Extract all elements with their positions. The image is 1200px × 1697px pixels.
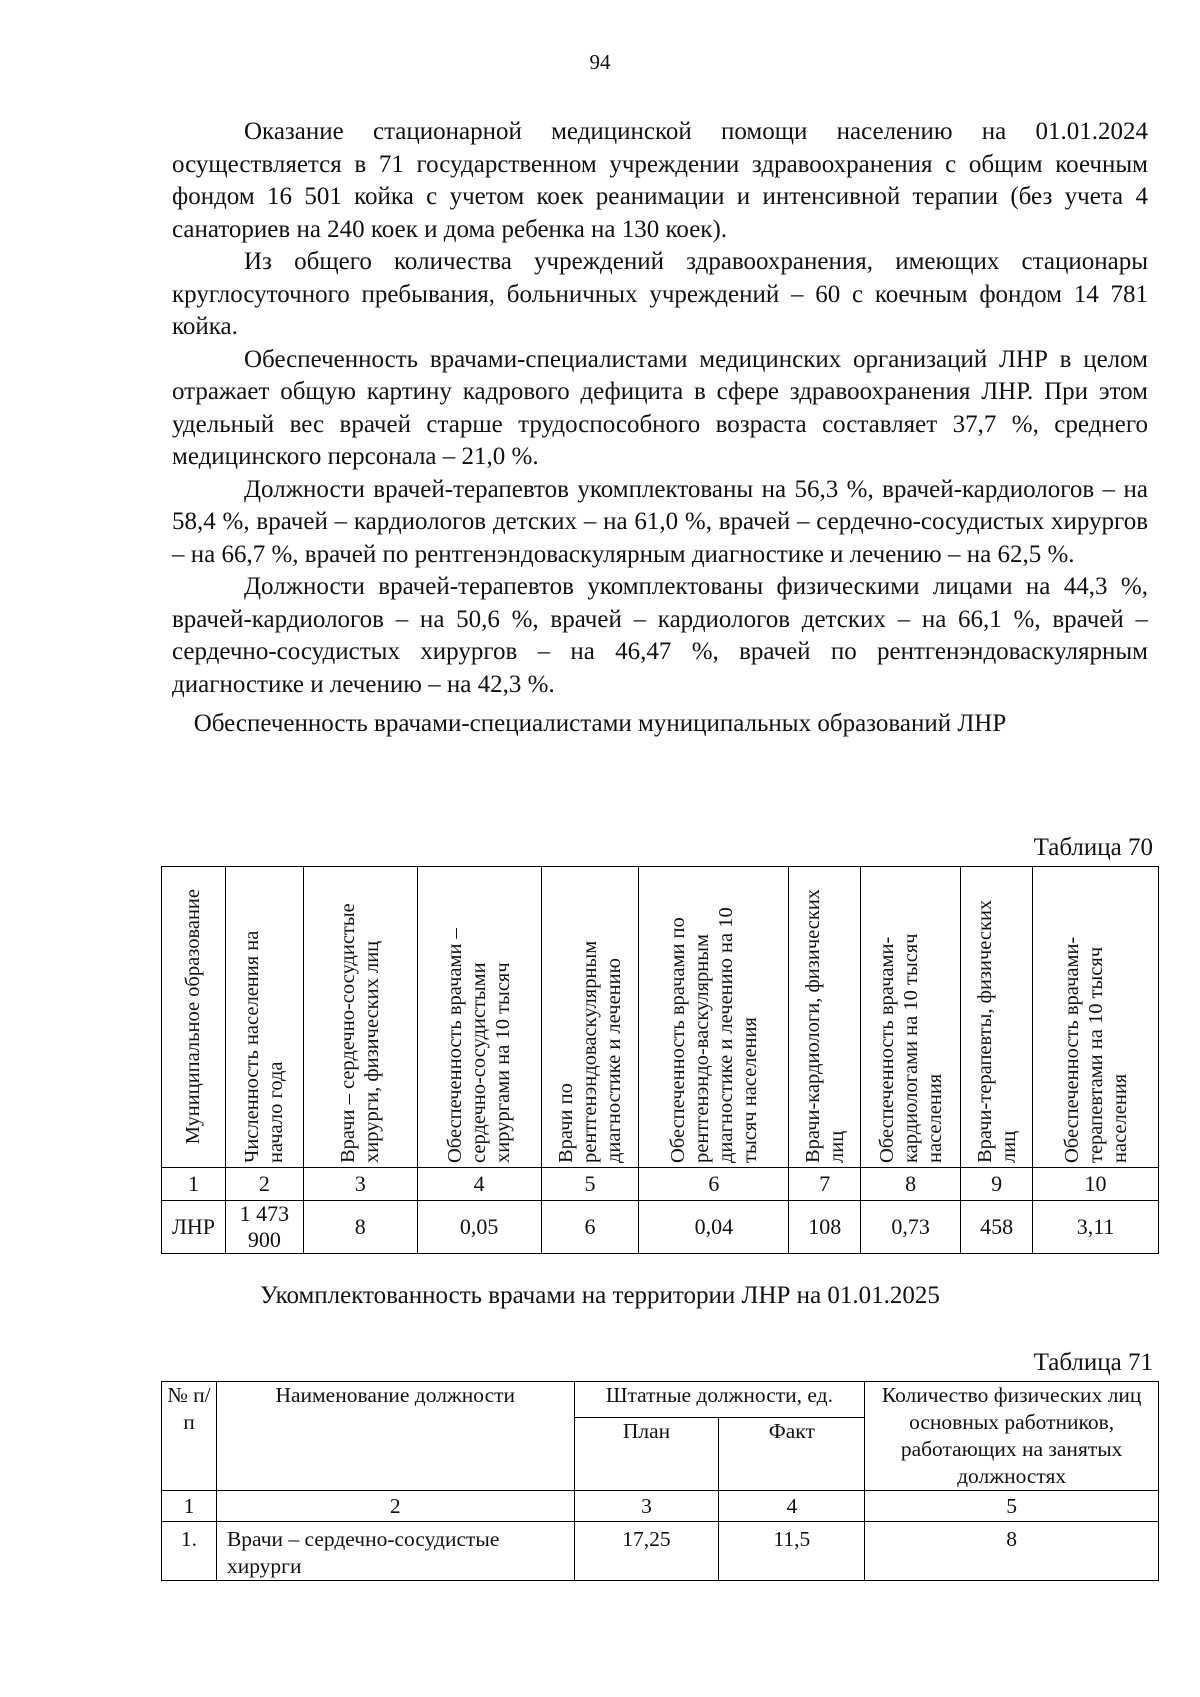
- table-cell: 458: [961, 1201, 1033, 1254]
- column-number: 6: [639, 1168, 789, 1201]
- table-cell: 11,5: [719, 1522, 865, 1581]
- column-number: 4: [719, 1491, 865, 1522]
- column-number: 8: [861, 1168, 961, 1201]
- table70: [161, 866, 1159, 1254]
- table71-header-num: № п/п: [162, 1382, 217, 1491]
- table70-header-cell: Численность населения на начало года: [225, 867, 303, 1168]
- table70-header-cell: Обеспеченность врачами-терапевтами на 10 тысяч населения: [1033, 867, 1159, 1168]
- column-number: 2: [225, 1168, 303, 1201]
- table-cell: Врачи – сердечно-сосудистые хирурги: [216, 1522, 574, 1581]
- table-cell: ЛНР: [162, 1201, 226, 1254]
- table-row: [162, 1522, 1159, 1581]
- table71: [161, 1381, 1159, 1581]
- body-text: [172, 116, 1148, 701]
- table-row: [162, 1201, 1159, 1254]
- table71-header-staff: Штатные должности, ед.: [574, 1382, 865, 1418]
- table-cell: 17,25: [574, 1522, 719, 1581]
- table-cell: 6: [541, 1201, 639, 1254]
- paragraph: Должности врачей-терапевтов укомплектованы на 56,3 %, врачей-кардиологов – на 58,4 %, врачей – кардиологов детских – на 61,0 %, врачей – сердечно-сосудистых хирургов – на 66,7 %, врачей по рентгенэндоваскулярным диагностике и лечению – на 62,5 %.: [172, 475, 1148, 568]
- table70-header-cell: Обеспеченность врачами-кардиологами на 10 тысяч населения: [861, 867, 961, 1168]
- paragraph: Из общего количества учреждений здравоохранения, имеющих стационары круглосуточного пребывания, больничных учреждений – 60 с коечным фондом 14 781 койка.: [172, 248, 1148, 340]
- table70-header-cell: Врачи – сердечно-сосудистые хирурги, физических лиц: [303, 867, 417, 1168]
- column-number: 3: [574, 1491, 719, 1522]
- paragraph: Должности врачей-терапевтов укомплектованы физическими лицами на 44,3 %, врачей-кардиологов – на 50,6 %, врачей – кардиологов детских – на 66,1 %, врачей – сердечно-сосудистых хирургов – на 46,47 %, врачей по рентгенэндоваскулярным диагностике и лечению – на 42,3 %.: [172, 573, 1148, 698]
- paragraph: Обеспеченность врачами-специалистами медицинских организаций ЛНР в целом отражает общую картину кадрового дефицита в сфере здравоохранения ЛНР. При этом удельный вес врачей старше трудоспособного возраста составляет 37,7 %, среднего медицинского персонала – 21,0 %.: [172, 345, 1148, 470]
- table70-header-cell: Обеспеченность врачами – сердечно-сосудистыми хирургами на 10 тысяч: [417, 867, 541, 1168]
- table-cell: 0,73: [861, 1201, 961, 1254]
- table-cell: 1 473 900: [225, 1201, 303, 1254]
- column-number: 1: [162, 1168, 226, 1201]
- paragraph: Оказание стационарной медицинской помощи населению на 01.01.2024 осуществляется в 71 государственном учреждении здравоохранения с общим коечным фондом 16 501 койка с учетом коек реанимации и интенсивной терапии (без учета 4 санаториев на 240 коек и дома ребенка на 130 коек).: [172, 118, 1148, 243]
- table-cell: 8: [865, 1522, 1159, 1581]
- column-number: 1: [162, 1491, 217, 1522]
- table71-column-numbers: [162, 1491, 1159, 1522]
- column-number: 5: [541, 1168, 639, 1201]
- column-number: 4: [417, 1168, 541, 1201]
- page-number: 94: [589, 50, 611, 74]
- column-number: 5: [865, 1491, 1159, 1522]
- table70-header-row: [162, 867, 1159, 1168]
- table70-header-cell: Врачи по рентгенэндоваскулярным диагностике и лечению: [541, 867, 639, 1168]
- table71-header-fact: Факт: [719, 1417, 865, 1490]
- table70-column-numbers: [162, 1168, 1159, 1201]
- column-number: 7: [789, 1168, 861, 1201]
- table-cell: 3,11: [1033, 1201, 1159, 1254]
- table71-header-row: [162, 1382, 1159, 1418]
- table70-title: Обеспеченность врачами-специалистами муниципальных образований ЛНР: [193, 710, 1007, 737]
- column-number: 9: [961, 1168, 1033, 1201]
- table71-header-persons: Количество физических лиц основных работников, работающих на занятых должностях: [865, 1382, 1159, 1491]
- table71-header-plan: План: [574, 1417, 719, 1490]
- column-number: 10: [1033, 1168, 1159, 1201]
- table71-header-position: Наименование должности: [216, 1382, 574, 1491]
- column-number: 2: [216, 1491, 574, 1522]
- table71-label: Таблица 71: [1033, 1349, 1153, 1376]
- table-cell: 0,05: [417, 1201, 541, 1254]
- table-cell: 8: [303, 1201, 417, 1254]
- table70-header-cell: Муниципальное образование: [162, 867, 226, 1168]
- table-cell: 1.: [162, 1522, 217, 1581]
- table-cell: 108: [789, 1201, 861, 1254]
- table70-header-cell: Врачи-терапевты, физических лиц: [961, 867, 1033, 1168]
- table70-label: Таблица 70: [1033, 834, 1153, 861]
- table70-header-cell: Врачи-кардиологи, физических лиц: [789, 867, 861, 1168]
- column-number: 3: [303, 1168, 417, 1201]
- table71-title: Укомплектованность врачами на территории ЛНР на 01.01.2025: [260, 1282, 940, 1309]
- table70-header-cell: Обеспеченность врачами по рентгенэндо-васкулярным диагностике и лечению на 10 тысяч населения: [639, 867, 789, 1168]
- table-cell: 0,04: [639, 1201, 789, 1254]
